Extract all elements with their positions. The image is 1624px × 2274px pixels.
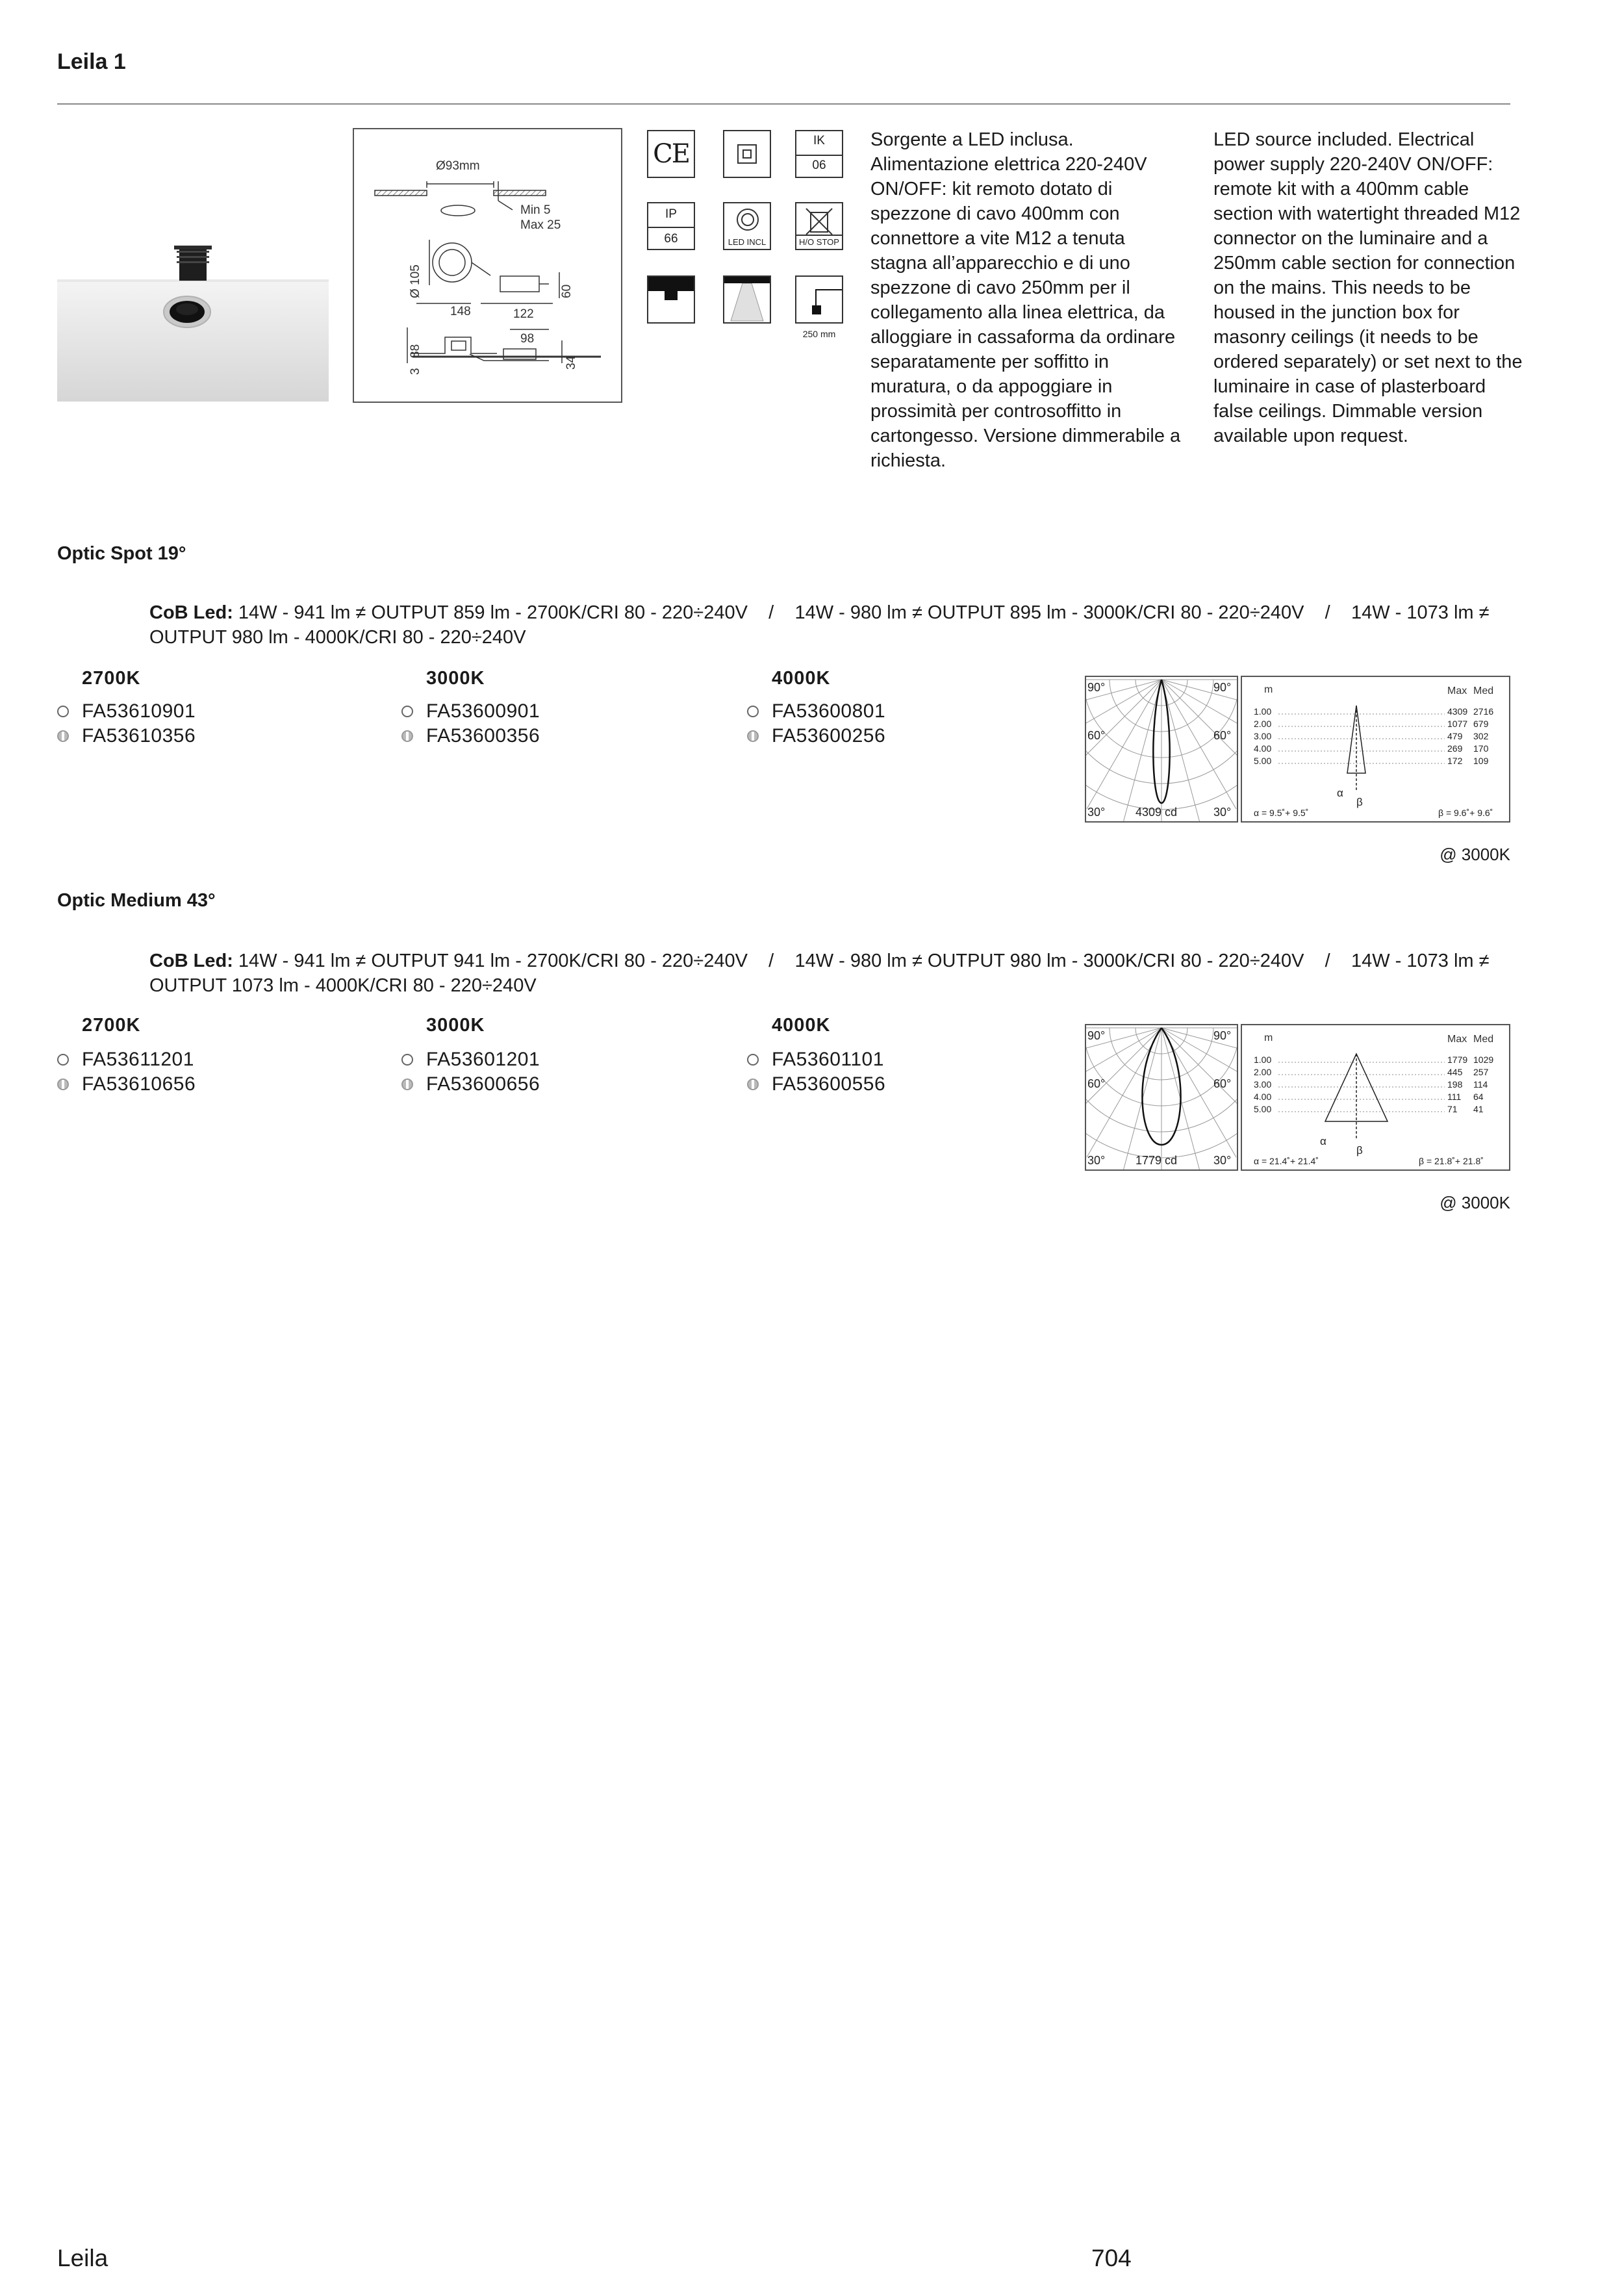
svg-text:60°: 60° xyxy=(1213,729,1232,742)
grey-finish-icon xyxy=(747,730,759,742)
code-row: FA53600356 xyxy=(401,725,540,747)
svg-text:60°: 60° xyxy=(1213,1077,1232,1090)
svg-text:α: α xyxy=(1320,1135,1326,1147)
distance-value: 5.00 xyxy=(1254,756,1272,766)
distance-value: 4.00 xyxy=(1254,743,1272,754)
svg-text:β: β xyxy=(1356,1144,1363,1156)
grey-finish-icon xyxy=(747,1079,759,1090)
white-finish-icon xyxy=(747,1054,759,1066)
max-lux-value: 269 xyxy=(1447,743,1463,754)
code-row: FA53600556 xyxy=(747,1073,885,1095)
ce-mark-icon: CE xyxy=(647,130,695,178)
kelvin-3000-medium: 3000K xyxy=(426,1015,485,1036)
med-lux-value: 1029 xyxy=(1473,1054,1494,1065)
max-lux-value: 198 xyxy=(1447,1079,1463,1090)
description-italian: Sorgente a LED inclusa. Alimentazione elettrica 220-240V ON/OFF: kit remoto dotato di spezzone di cavo 400mm con connettore a vite M12 a tenuta stagna all’apparecchio e di uno spezzone di cavo 250mm per il collegamento alla linea elettrica, da alloggiare in cassaforma da ordinare separatamente per soffitto in muratura, o da appoggiare in prossimità per controsoffitto in cartongesso. Versione dimmerabile a richiesta. xyxy=(870,129,1181,471)
med-lux-value: 170 xyxy=(1473,743,1489,754)
class-two-icon xyxy=(723,130,771,178)
temperature-note-medium: @ 3000K xyxy=(1440,1193,1510,1212)
med-lux-value: 41 xyxy=(1473,1104,1484,1114)
kelvin-2700-spot: 2700K xyxy=(82,668,141,689)
dim-148: 148 xyxy=(450,305,471,318)
code-row: FA53610356 xyxy=(57,725,196,747)
kelvin-4000-medium: 4000K xyxy=(772,1015,831,1036)
dim-98: 98 xyxy=(520,332,535,346)
distance-value: 1.00 xyxy=(1254,706,1272,717)
max-lux-value: 172 xyxy=(1447,756,1463,766)
polar-grid-ray xyxy=(1087,680,1161,809)
ip-rating-icon: IP 66 xyxy=(647,202,695,250)
header-divider xyxy=(57,103,1510,105)
svg-text:60°: 60° xyxy=(1087,1077,1106,1090)
svg-text:β: β xyxy=(1356,796,1363,808)
svg-text:30°: 30° xyxy=(1213,1154,1232,1167)
med-lux-value: 114 xyxy=(1473,1079,1488,1090)
svg-text:90°: 90° xyxy=(1087,1029,1106,1042)
med-lux-value: 2716 xyxy=(1473,706,1494,717)
med-lux-value: 302 xyxy=(1473,731,1489,741)
polar-diagram-medium xyxy=(1085,1024,1238,1171)
cob-spec-spot: CoB Led: 14W - 941 lm ≠ OUTPUT 859 lm - 2700K/CRI 80 - 220÷240V / 14W - 980 lm ≠ OUTPUT 895 lm - 3000K/CRI 80 - 220÷240V / 14W - 1073 lm ≠ OUTPUT 980 lm - 4000K/CRI 80 - 220÷240V xyxy=(149,602,1490,648)
code-row: FA53610656 xyxy=(57,1073,196,1095)
svg-text:1779 cd: 1779 cd xyxy=(1136,1154,1178,1167)
description-english: LED source included. Electrical power supply 220-240V ON/OFF: remote kit with a 400mm cable section with watertight threaded M12 connector on the luminaire and a 250mm cable section for connection on the mains. This needs to be housed in the junction box for masonry ceilings (it needs to be ordered separately) or set next to the luminaire in case of plasterboard false ceilings. Dimmable version available upon request. xyxy=(1213,129,1523,446)
dim-3: 3 xyxy=(409,368,422,375)
ik-rating-icon: IK 06 xyxy=(795,130,843,178)
distance-value: 4.00 xyxy=(1254,1092,1272,1102)
svg-text:90°: 90° xyxy=(1087,681,1106,694)
max-lux-value: 71 xyxy=(1447,1104,1458,1114)
kelvin-4000-spot: 4000K xyxy=(772,668,831,689)
distance-value: 2.00 xyxy=(1254,1067,1272,1077)
svg-text:90°: 90° xyxy=(1213,1029,1232,1042)
dim-34: 34 xyxy=(565,355,578,370)
med-lux-value: 679 xyxy=(1473,719,1489,729)
dim-max: Max 25 xyxy=(520,218,561,232)
code-row: FA53600656 xyxy=(401,1073,540,1095)
white-finish-icon xyxy=(401,1054,413,1066)
code-row: FA53600801 xyxy=(747,700,885,722)
max-lux-value: 1077 xyxy=(1447,719,1468,729)
svg-text:Max: Max xyxy=(1447,1034,1467,1045)
illuminance-table-spot xyxy=(1241,676,1510,823)
white-finish-icon xyxy=(57,1054,69,1066)
dim-diameter-top: Ø93mm xyxy=(436,159,480,173)
max-lux-value: 445 xyxy=(1447,1067,1463,1077)
svg-text:60°: 60° xyxy=(1087,729,1106,742)
max-lux-value: 111 xyxy=(1447,1092,1462,1102)
svg-text:m: m xyxy=(1264,684,1273,695)
dim-min: Min 5 xyxy=(520,203,551,217)
grey-finish-icon xyxy=(57,730,69,742)
max-lux-value: 4309 xyxy=(1447,706,1468,717)
med-lux-value: 257 xyxy=(1473,1067,1489,1077)
remote-cable-icon xyxy=(795,275,843,324)
svg-text:90°: 90° xyxy=(1213,681,1232,694)
max-lux-value: 1779 xyxy=(1447,1054,1468,1065)
kelvin-3000-spot: 3000K xyxy=(426,668,485,689)
grey-finish-icon xyxy=(57,1079,69,1090)
svg-text:Med: Med xyxy=(1473,685,1494,696)
svg-text:β = 21.8˚+ 21.8˚: β = 21.8˚+ 21.8˚ xyxy=(1419,1156,1484,1166)
max-lux-value: 479 xyxy=(1447,731,1463,741)
code-row: FA53610901 xyxy=(57,700,196,722)
section-title-medium: Optic Medium 43° xyxy=(57,890,216,911)
white-finish-icon xyxy=(57,706,69,717)
recessed-mount-icon xyxy=(647,275,695,324)
distance-value: 5.00 xyxy=(1254,1104,1272,1114)
code-row: FA53600256 xyxy=(747,725,885,747)
dim-diameter-side: Ø 105 xyxy=(409,264,422,298)
product-photo xyxy=(57,234,329,402)
svg-text:30°: 30° xyxy=(1087,806,1106,819)
page-title: Leila 1 xyxy=(57,49,126,74)
led-included-icon: LED INCL xyxy=(723,202,771,250)
code-row: FA53601201 xyxy=(401,1049,540,1071)
white-finish-icon xyxy=(401,706,413,717)
code-row: FA53600901 xyxy=(401,700,540,722)
dim-height-60: 60 xyxy=(560,284,574,298)
temperature-note-spot: @ 3000K xyxy=(1440,845,1510,864)
svg-text:α: α xyxy=(1337,787,1343,799)
light-beam-icon xyxy=(723,275,771,324)
dim-88: 88 xyxy=(409,344,422,358)
svg-text:α = 9.5˚+ 9.5˚: α = 9.5˚+ 9.5˚ xyxy=(1254,808,1309,818)
svg-text:4309 cd: 4309 cd xyxy=(1136,806,1178,819)
illuminance-table-medium xyxy=(1241,1024,1510,1171)
cob-spec-medium: CoB Led: 14W - 941 lm ≠ OUTPUT 941 lm - 2700K/CRI 80 - 220÷240V / 14W - 980 lm ≠ OUTPUT 980 lm - 3000K/CRI 80 - 220÷240V / 14W - 1073 lm ≠ OUTPUT 1073 lm - 4000K/CRI 80 - 220÷240V xyxy=(149,951,1490,996)
code-row: FA53611201 xyxy=(57,1049,194,1071)
svg-text:30°: 30° xyxy=(1213,806,1232,819)
distance-value: 1.00 xyxy=(1254,1054,1272,1065)
ho-stop-icon: H/O STOP xyxy=(795,202,843,250)
dim-122: 122 xyxy=(513,307,534,321)
grey-finish-icon xyxy=(401,730,413,742)
page-number: 704 xyxy=(1091,2245,1132,2271)
polar-diagram-spot xyxy=(1085,676,1238,823)
code-row: FA53601101 xyxy=(747,1049,884,1071)
svg-text:Med: Med xyxy=(1473,1034,1494,1045)
med-lux-value: 64 xyxy=(1473,1092,1484,1102)
polar-grid-ray xyxy=(1161,680,1236,809)
svg-text:30°: 30° xyxy=(1087,1154,1106,1167)
technical-drawing xyxy=(353,128,622,403)
med-lux-value: 109 xyxy=(1473,756,1489,766)
svg-text:α = 21.4˚+ 21.4˚: α = 21.4˚+ 21.4˚ xyxy=(1254,1156,1319,1166)
kelvin-2700-medium: 2700K xyxy=(82,1015,141,1036)
footer-collection-name: Leila xyxy=(57,2245,108,2271)
cable-length-label: 250 mm xyxy=(802,329,836,339)
distance-value: 3.00 xyxy=(1254,1079,1272,1090)
white-finish-icon xyxy=(747,706,759,717)
distance-value: 3.00 xyxy=(1254,731,1272,741)
svg-text:m: m xyxy=(1264,1032,1273,1043)
svg-text:β = 9.6˚+ 9.6˚: β = 9.6˚+ 9.6˚ xyxy=(1438,808,1493,818)
distance-value: 2.00 xyxy=(1254,719,1272,729)
grey-finish-icon xyxy=(401,1079,413,1090)
section-title-spot: Optic Spot 19° xyxy=(57,543,186,564)
svg-text:Max: Max xyxy=(1447,685,1467,696)
